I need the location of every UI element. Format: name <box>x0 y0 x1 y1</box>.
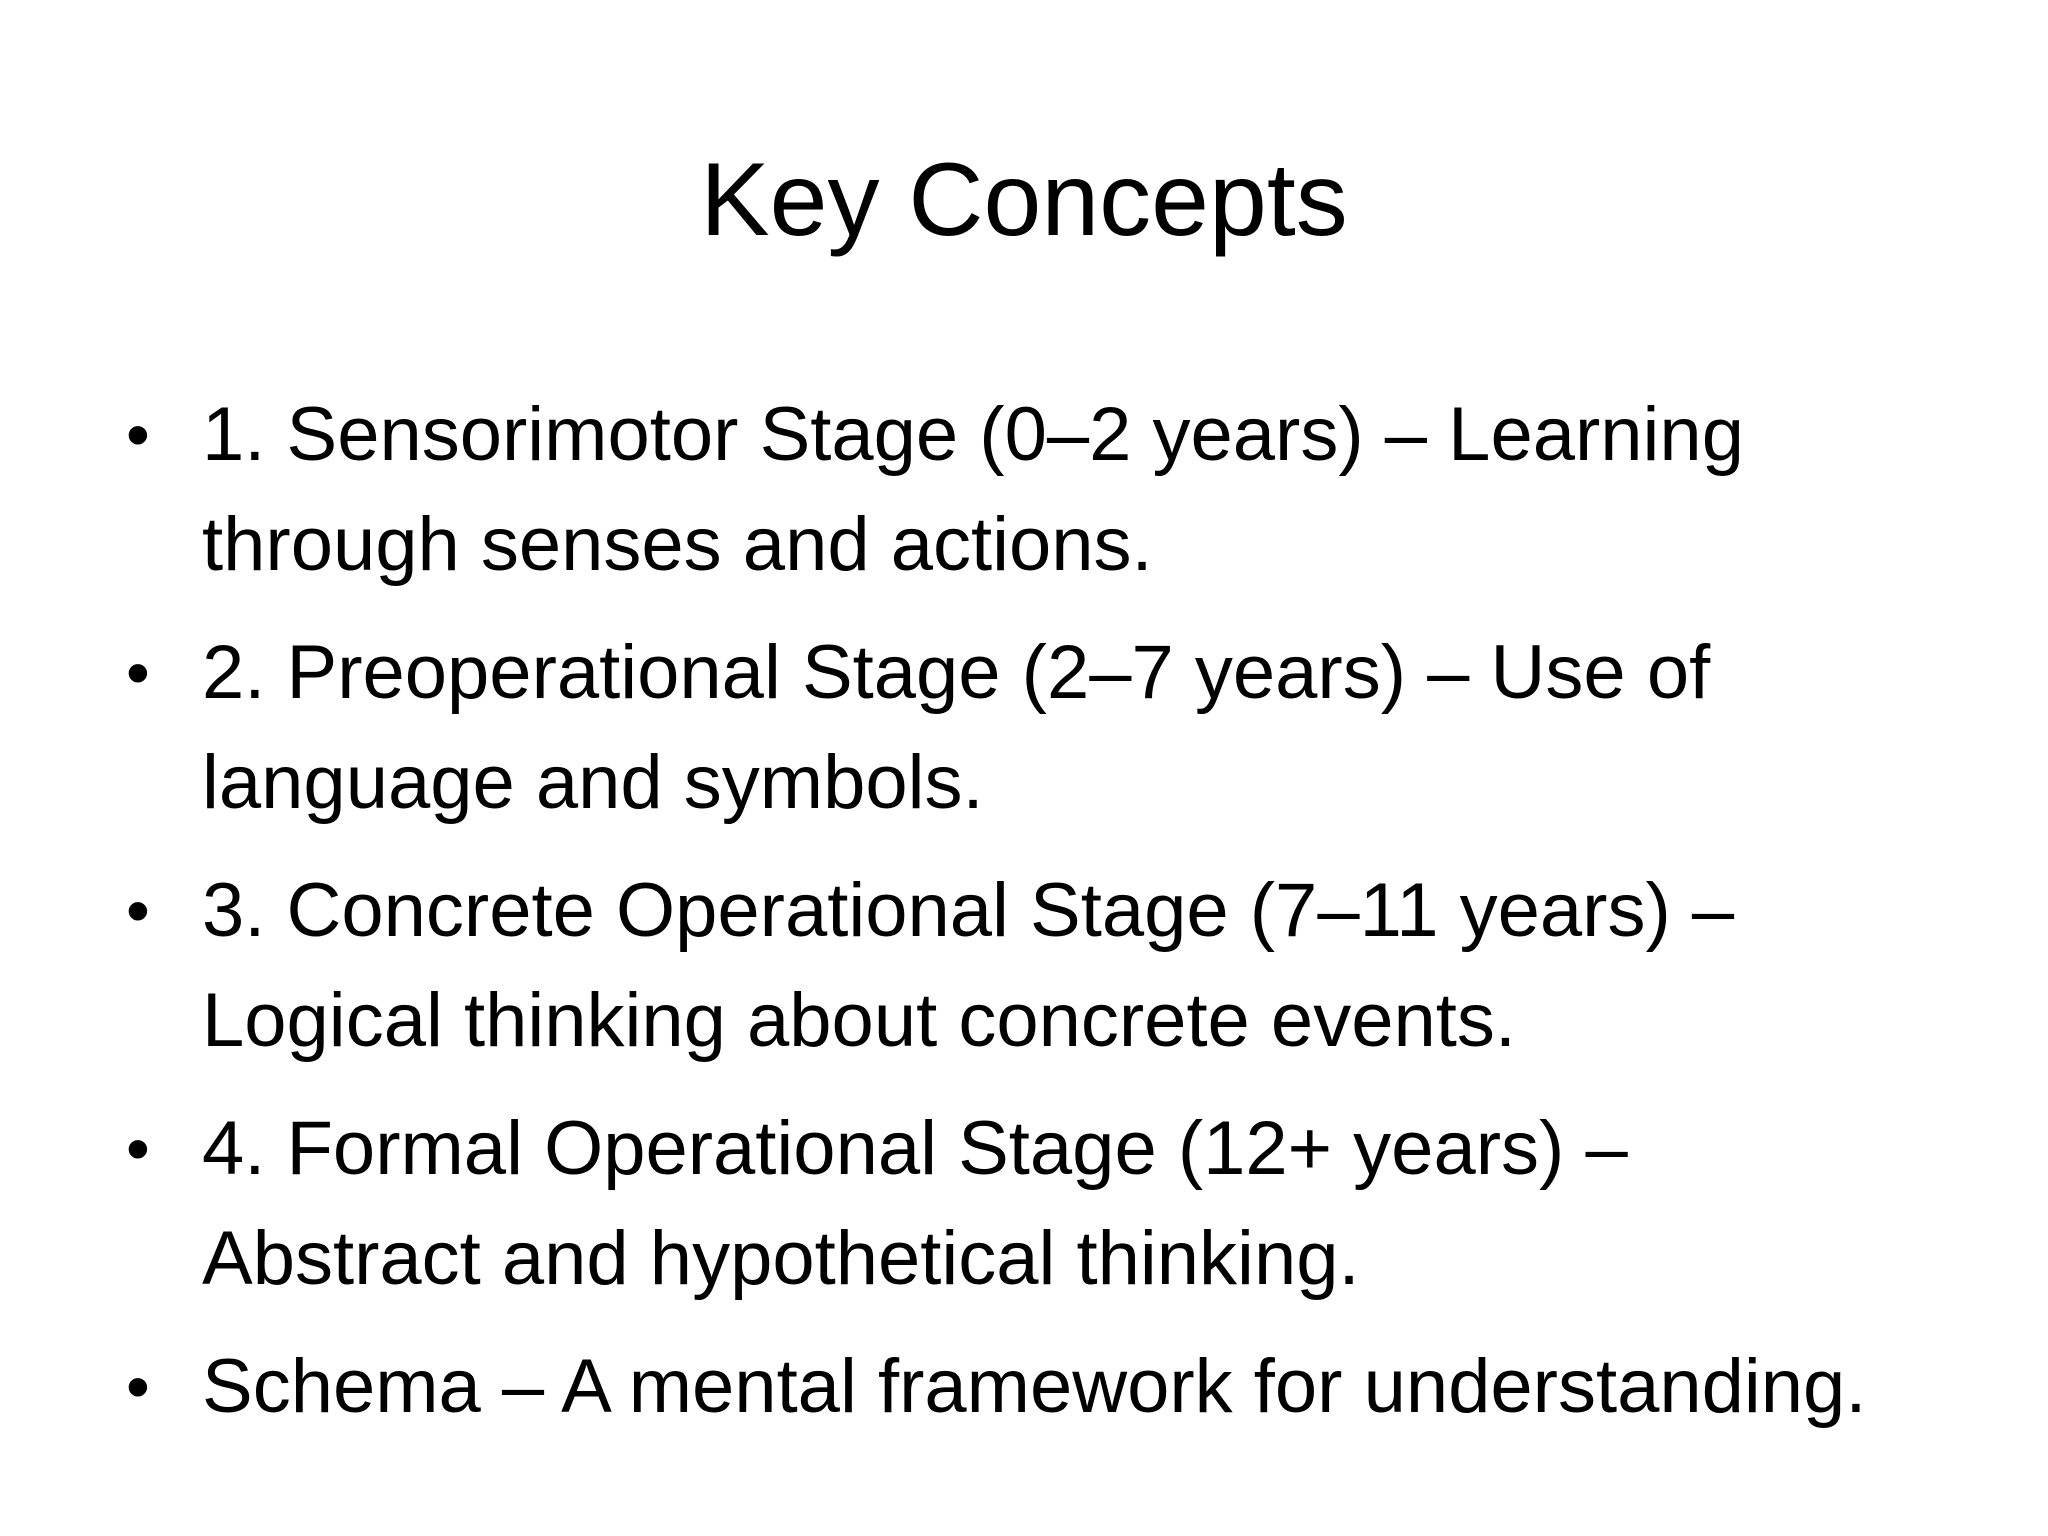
bullet-item <box>120 1332 1920 1442</box>
bullet-dot-icon: • <box>126 1349 150 1425</box>
bullet-item <box>120 1094 1920 1314</box>
bullet-text: Schema – A mental framework for understanding. <box>202 1344 1867 1429</box>
bullet-item <box>120 618 1920 838</box>
bullet-item <box>120 380 1920 600</box>
bullet-item <box>120 856 1920 1076</box>
bullet-dot-icon: • <box>126 1111 150 1187</box>
slide-title: Key Concepts <box>700 142 1348 258</box>
bullet-list <box>120 380 1920 1460</box>
bullet-text: 1. Sensorimotor Stage (0–2 years) – Learning through senses and actions. <box>202 392 1744 587</box>
bullet-dot-icon: • <box>126 635 150 711</box>
bullet-dot-icon: • <box>126 873 150 949</box>
bullet-text: 3. Concrete Operational Stage (7–11 years) – Logical thinking about concrete events. <box>202 868 1735 1063</box>
bullet-dot-icon: • <box>126 397 150 473</box>
bullet-text: 4. Formal Operational Stage (12+ years) – Abstract and hypothetical thinking. <box>202 1106 1628 1301</box>
bullet-text: 2. Preoperational Stage (2–7 years) – Use of language and symbols. <box>202 630 1711 825</box>
